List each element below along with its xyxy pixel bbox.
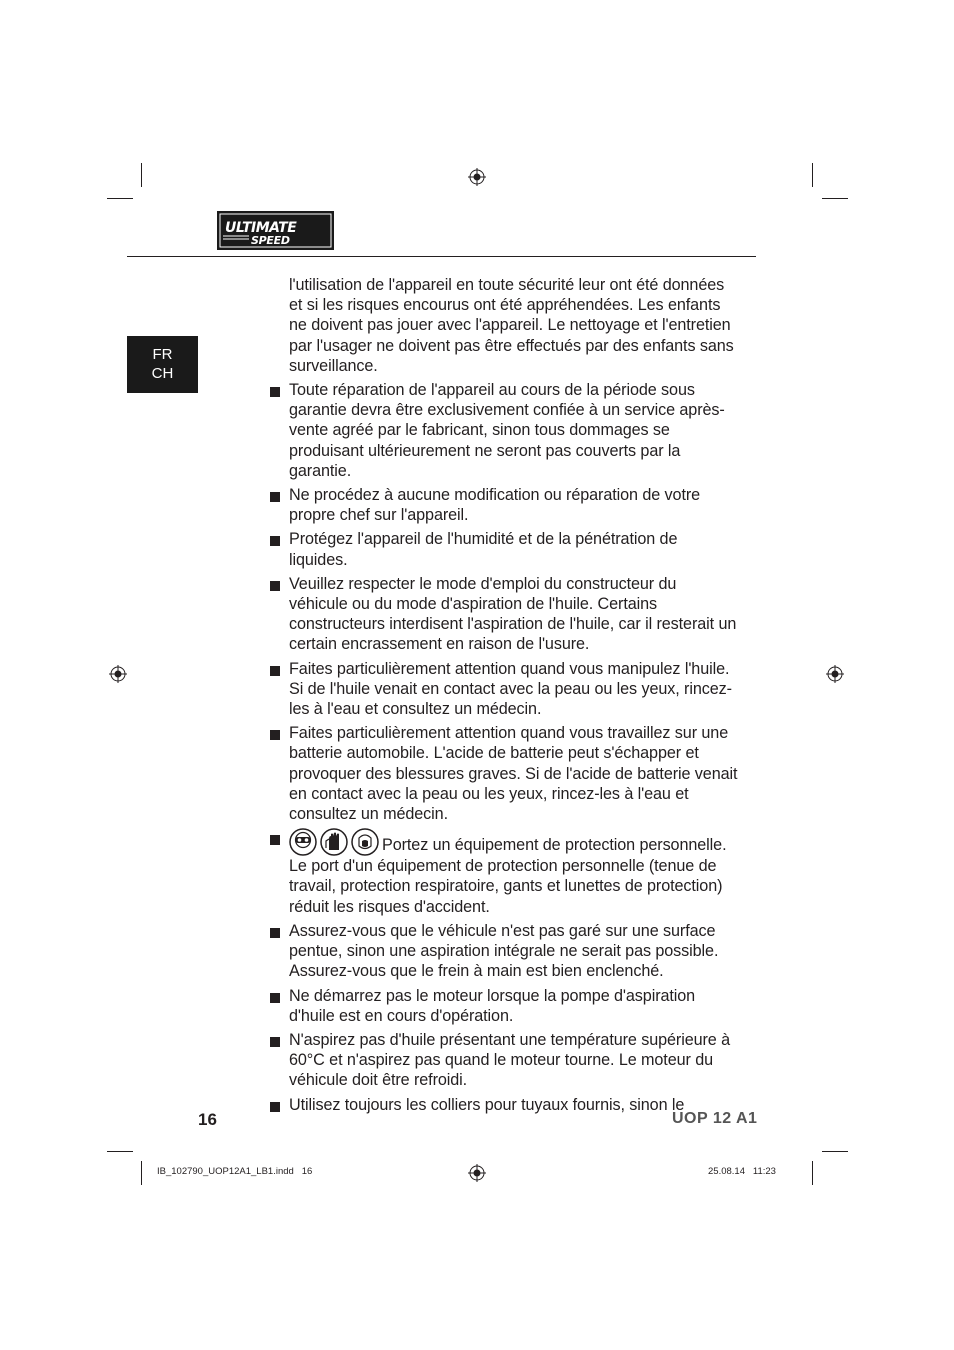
bullet-square-icon bbox=[270, 1102, 280, 1112]
bullet-square-icon bbox=[270, 492, 280, 502]
header-rule bbox=[127, 256, 756, 257]
page-number: 16 bbox=[198, 1110, 217, 1129]
crop-mark bbox=[812, 163, 813, 187]
list-item bbox=[268, 723, 738, 824]
intro-paragraph: l'utilisation de l'appareil en toute sécurité leur ont été données et si les risques encourus ont été appréhendées. Les enfants ne doivent pas jouer avec l'appareil. Le nettoyage et l'entretien par l'usager ne doivent pas être effectués par des enfants sans surveillance. bbox=[289, 276, 734, 375]
list-item-text: Ne démarrez pas le moteur lorsque la pompe d'aspiration d'huile est en cours d'opération. bbox=[289, 986, 696, 1025]
svg-text:SPEED: SPEED bbox=[251, 234, 290, 247]
list-item bbox=[268, 380, 738, 481]
print-date-info: 25.08.14 11:23 bbox=[708, 1166, 776, 1177]
list-item bbox=[268, 828, 738, 917]
gloves-icon bbox=[320, 828, 348, 856]
list-item bbox=[268, 1030, 738, 1091]
crop-mark bbox=[141, 1161, 142, 1185]
respirator-icon bbox=[351, 828, 379, 856]
crop-mark bbox=[812, 1161, 813, 1185]
bullet-square-icon bbox=[270, 581, 280, 591]
bullet-square-icon bbox=[270, 387, 280, 397]
brand-logo bbox=[217, 211, 334, 250]
list-item-text: Ne procédez à aucune modification ou réparation de votre propre chef sur l'appareil. bbox=[289, 486, 701, 525]
registration-mark-icon bbox=[468, 168, 486, 186]
list-item-text: Faites particulièrement attention quand vous travaillez sur une batterie automobile. L'acide de batterie peut s'échapper et provoquer des blessures graves. Si de l'acide de batterie venait en contact avec la peau ou les yeux, rincez-les à l'eau et consultez un médecin. bbox=[289, 724, 738, 824]
list-item-text: Faites particulièrement attention quand vous manipulez l'huile. Si de l'huile venait en contact avec la peau ou les yeux, rincez-les à l'eau et consultez un médecin. bbox=[289, 659, 732, 719]
bullet-square-icon bbox=[270, 993, 280, 1003]
bullet-square-icon bbox=[270, 666, 280, 676]
registration-mark-icon bbox=[826, 665, 844, 683]
list-item-text: Portez un équipement de protection personnelle. Le port d'un équipement de protection personnelle (tenue de travail, protection respiratoire, gants et lunettes de protection) réduit les risques d'accident. bbox=[289, 836, 727, 916]
crop-mark bbox=[141, 163, 142, 187]
list-item bbox=[268, 574, 738, 655]
goggles-icon bbox=[289, 828, 317, 856]
bullet-square-icon bbox=[270, 730, 280, 740]
bullet-square-icon bbox=[270, 536, 280, 546]
list-item-text: Utilisez toujours les colliers pour tuyaux fournis, sinon le bbox=[289, 1095, 685, 1114]
model-number: UOP 12 A1 bbox=[672, 1110, 758, 1127]
list-item-text: Toute réparation de l'appareil au cours de la période sous garantie devra être exclusivement confiée à un service après-vente agréé par le fabricant, sinon tous dommages se produisant ultérieurement ne seront pas couverts par la garantie. bbox=[289, 381, 725, 480]
list-item bbox=[268, 529, 738, 569]
print-file-info: IB_102790_UOP12A1_LB1.indd 16 bbox=[157, 1166, 313, 1177]
crop-mark bbox=[107, 1151, 133, 1152]
list-item-text: Protégez l'appareil de l'humidité et de la pénétration de liquides. bbox=[289, 530, 678, 569]
list-item bbox=[268, 986, 738, 1026]
ppe-icons bbox=[289, 828, 379, 856]
list-item bbox=[268, 1095, 738, 1115]
bullet-square-icon bbox=[270, 1037, 280, 1047]
language-tab bbox=[127, 336, 198, 393]
list-item-text: Assurez-vous que le véhicule n'est pas garé sur une surface pentue, sinon une aspiration intégrale ne serait pas possible. Assurez-vous que le frein à main est bien enclenché. bbox=[289, 921, 719, 981]
svg-text:ULTIMATE: ULTIMATE bbox=[225, 220, 297, 236]
safety-instructions bbox=[268, 275, 738, 1119]
bullet-square-icon bbox=[270, 835, 280, 845]
list-item bbox=[268, 659, 738, 720]
list-item-text: N'aspirez pas d'huile présentant une température supérieure à 60°C et n'aspirez pas quand le moteur tourne. Le moteur du véhicule doit être refroidi. bbox=[289, 1030, 731, 1090]
crop-mark bbox=[822, 1151, 848, 1152]
list-item bbox=[268, 485, 738, 525]
list-item bbox=[268, 921, 738, 982]
list-item-text: Veuillez respecter le mode d'emploi du constructeur du véhicule ou du mode d'aspiration de l'huile. Certains constructeurs interdisent l'aspiration de l'huile, car il resterait un certain encrassement en raison de l'usure. bbox=[289, 574, 737, 654]
crop-mark bbox=[107, 198, 133, 199]
bullet-square-icon bbox=[270, 928, 280, 938]
language-code-fr: FR bbox=[152, 346, 173, 363]
registration-mark-icon bbox=[468, 1164, 486, 1182]
registration-mark-icon bbox=[109, 665, 127, 683]
crop-mark bbox=[822, 198, 848, 199]
language-code-ch: CH bbox=[151, 365, 174, 382]
